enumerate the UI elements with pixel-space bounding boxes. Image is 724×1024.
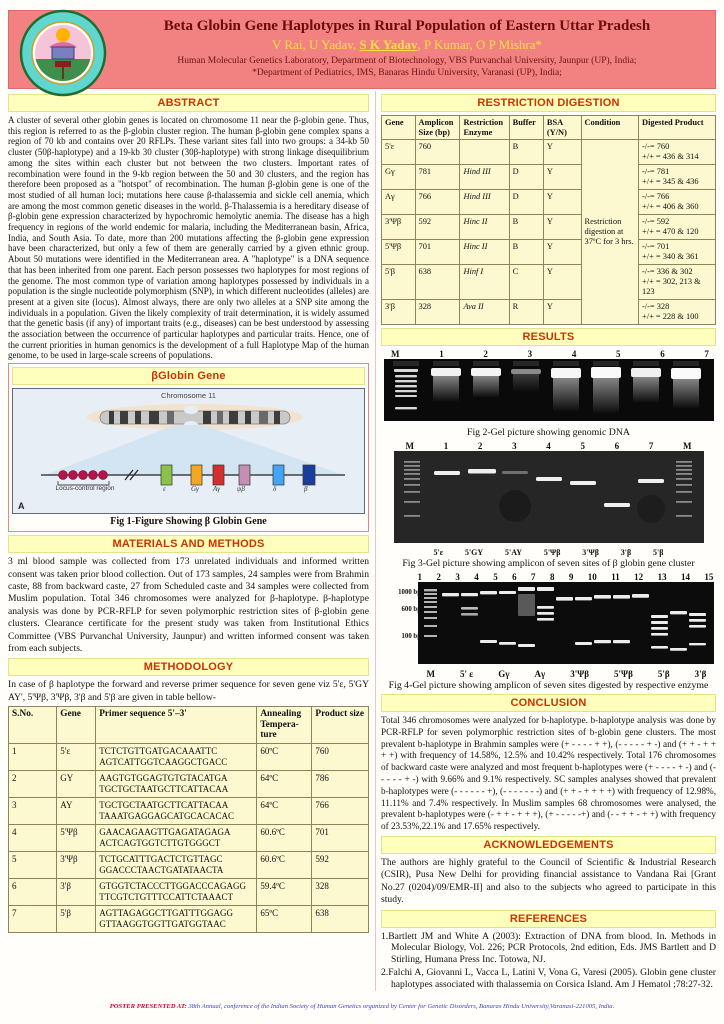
fig4-gel-image-icon xyxy=(418,582,714,664)
fig3-site-labels xyxy=(394,548,704,557)
lane-label: 5 xyxy=(493,572,498,582)
cell-buffer: B xyxy=(509,240,543,265)
cell-sno: 6 xyxy=(9,878,57,905)
lane-label: 5'β xyxy=(657,669,670,679)
fig2-genomic-dna-gel xyxy=(381,349,716,438)
acknowledgements-heading: ACKNOWLEDGEMENTS xyxy=(381,836,716,854)
fig4-lane-numbers xyxy=(384,572,714,582)
column-header: Digested Product xyxy=(639,116,716,140)
lane-label: 4 xyxy=(546,441,551,451)
lane-label: 12 xyxy=(634,572,644,582)
cell-sequence: AAGTGTGGAGTGTGTACATGA TGCTGCTAATGCTTCATTACAA xyxy=(96,770,257,797)
column-header: Annealing Tempera-ture xyxy=(257,707,312,744)
cell-size: 781 xyxy=(415,165,460,190)
cell-product-size: 766 xyxy=(312,797,369,824)
restriction-row xyxy=(382,215,716,240)
bglobin-heading: βGlobin Gene xyxy=(12,367,365,385)
lane-label: 2 xyxy=(483,349,488,359)
fig4-caption: Fig 4-Gel picture showing amplicon of seven sites digested by respective enzyme xyxy=(388,680,709,691)
restriction-row xyxy=(382,140,716,165)
cell-product: -/-= 336 & 302 +/+ = 302, 213 & 123 xyxy=(639,265,716,300)
cell-sequence: AGTTAGAGGCTTGATTTGGAGG GTTAAGGTGGTTGATGGTAAC xyxy=(96,905,257,932)
footer-prefix: POSTER PRESENTED AT: xyxy=(109,1003,187,1010)
cell-gene: 5'ε xyxy=(382,140,416,165)
column-header: BSA (Y/N) xyxy=(543,116,581,140)
cell-sno: 2 xyxy=(9,770,57,797)
lane-label: 5 xyxy=(580,441,585,451)
cell-sno: 3 xyxy=(9,797,57,824)
author-underlined: S K Yadav xyxy=(359,37,418,52)
cell-product-size: 638 xyxy=(312,905,369,932)
cell-enzyme: Hind III xyxy=(460,165,509,190)
cell-sno: 7 xyxy=(9,905,57,932)
fig4-digested-gel xyxy=(381,572,716,691)
cell-gene: 3'Ψβ xyxy=(382,215,416,240)
right-column xyxy=(375,91,716,991)
materials-body: 3 ml blood sample was collected from 173 unrelated individuals and informed written consent was taken prior blood collection. Out of 173 samples, 24 samples were from Brahmin caste, 88 from backward caste, 27 from Scheduled caste and 34 samples were collected from Muslim population. Total 346 chromosomes were analyzed for β-haplotype. β-haplotype analysis was done by PCR-RFLP for seven polymorphic restriction sites of β-globin gene clusters. Clearance certificate for the present study was taken from Institutional Ethics Committee (VBS Purvanchal University, Jaunpur) and written informed consent was taken from each subjects. xyxy=(8,556,369,655)
cell-size: 638 xyxy=(415,265,460,300)
lane-label: 1 xyxy=(439,349,444,359)
restriction-table-head xyxy=(382,116,716,140)
authors-prefix: V Rai, U Yadav, xyxy=(272,37,360,52)
conclusion-heading: CONCLUSION xyxy=(381,694,716,712)
lane-label: 13 xyxy=(657,572,667,582)
lane-label: 7 xyxy=(531,572,536,582)
fig2-gel-image-icon xyxy=(384,359,714,421)
cell-gene: Aγ xyxy=(382,190,416,215)
cell-size: 760 xyxy=(415,140,460,165)
cell-buffer: D xyxy=(509,190,543,215)
lane-label: 1 xyxy=(417,572,422,582)
results-heading: RESULTS xyxy=(381,328,716,346)
lane-label: 5'AY xyxy=(504,548,523,557)
lane-label: 9 xyxy=(568,572,574,582)
materials-heading: MATERIALS AND METHODS xyxy=(8,535,369,553)
cell-product: -/-= 766 +/+ = 406 & 360 xyxy=(639,190,716,215)
column-header: Primer sequence 5'–3' xyxy=(96,707,257,744)
abstract-body: A cluster of several other globin genes is located on chromosome 11 near the β-globin gene. Thus, this region is referred to as the β-globin cluster region. The human β-globin gene complex spans a region of 70 kb and contains over 20 RFLPs. These variant sites fall into two groups: a 34-kb 50 cluster (50β-haplotype) and a 19-kb 30 cluster (30β-haplotype) with strong linkage disequilibrium among the sites within each cluster but not between the two clusters. Important rates of recombination were found in the 9-kb region between the 50 and 30 clusters, and the region has therefore been proposed as a "hotspot" of recombination. The human β-globin gene is one of the most studied of all human loci; mutations here cause β-thalassemia and sickle cell anemia, which are among the most common genetic diseases in the world. β-Thalassemia is a hereditary disease of β-globin gene expression characterized by hypochromic hemolytic anemia. The disease has a high frequency in regions of the world endemic for malaria, including the Mediterranean basin, Africa, India, and South Asia. To date, more than 200 mutations affecting the β-globin gene expression have been characterized, but only a few of them are generally carried by a given ethnic group. About 50 mutations were identified in the Mediterranean area. A "haplotype" is a DNA sequence that has been inherited from one parent. Each person possesses two haplotypes for most regions of the genome. The most common type of variation among haplotypes possessed by individuals in a population is the single nucleotide polymorphism (SNP), in which different nucleotides (alleles) are present at a given site (locus). Almost always, there are only two alleles at a SNP site among the individuals in a population. Given the likely complexity of trait determination, it is widely assumed that the genetic basis (if any) of important traits (e.g., diseases) can be best understood by assessing the association between the occurrence of particular haplotypes and particular traits. Hence, one of the current priorities in human genomics is the development of a full Haplotype Map of the human genome, to be used in large-scale screens of populations. xyxy=(8,115,369,361)
cell-enzyme: Hinc II xyxy=(460,240,509,265)
lane-label: 3'β xyxy=(694,669,707,679)
gene-label: Gγ xyxy=(191,485,199,494)
lane-label: 10 xyxy=(587,572,597,582)
column-header: Amplicon Size (bp) xyxy=(415,116,460,140)
cell-sequence: TCTGCATTTGACTCTGTTAGC GGACCCTAACTGATATAACTA xyxy=(96,851,257,878)
cell-size: 328 xyxy=(415,300,460,325)
cell-gene: 5'β xyxy=(382,265,416,300)
cell-product-size: 592 xyxy=(312,851,369,878)
column-header: Condition xyxy=(581,116,639,140)
lane-label: 5' ε xyxy=(460,669,474,679)
cell-buffer: B xyxy=(509,140,543,165)
references-list xyxy=(381,931,716,991)
primer-row xyxy=(9,851,369,878)
lane-label: M xyxy=(405,441,414,451)
lane-label: 2 xyxy=(477,441,483,451)
restriction-row xyxy=(382,240,716,265)
restriction-row xyxy=(382,165,716,190)
column-header: S.No. xyxy=(9,707,57,744)
primer-table-head xyxy=(9,707,369,744)
lane-label: Aγ xyxy=(534,669,546,679)
cell-gene: AY xyxy=(57,797,96,824)
authors-line xyxy=(109,37,705,53)
lane-label: M xyxy=(426,669,435,679)
methodology-heading: METHODOLOGY xyxy=(8,658,369,676)
gene-label: δ xyxy=(273,485,277,494)
cell-gene: Gγ xyxy=(382,165,416,190)
cell-sno: 1 xyxy=(9,743,57,770)
restriction-row xyxy=(382,190,716,215)
fig2-caption: Fig 2-Gel picture showing genomic DNA xyxy=(467,427,630,438)
primer-table xyxy=(8,706,369,933)
restriction-table-body xyxy=(382,140,716,325)
fig3-amplicon-gel xyxy=(381,441,716,569)
cell-annealing: 64ºC xyxy=(257,797,312,824)
cell-condition: Restriction digestion at 37ºC for 3 hrs. xyxy=(581,140,639,325)
cell-annealing: 60.6ºC xyxy=(257,851,312,878)
lane-label: 3 xyxy=(512,441,517,451)
lane-label: 3'Ψβ xyxy=(570,669,589,679)
cell-bsa: Y xyxy=(543,240,581,265)
cell-size: 766 xyxy=(415,190,460,215)
cell-gene: GY xyxy=(57,770,96,797)
column-header: Restriction Enzyme xyxy=(460,116,509,140)
primer-table-body xyxy=(9,743,369,932)
cell-enzyme: Hinf I xyxy=(460,265,509,300)
cell-product-size: 760 xyxy=(312,743,369,770)
cell-sno: 5 xyxy=(9,851,57,878)
cell-product: -/-= 328 +/+ = 228 & 100 xyxy=(639,300,716,325)
fig4-size-markers xyxy=(387,586,421,640)
locus-control-label: Locus-control region xyxy=(55,485,115,493)
cell-bsa: Y xyxy=(543,300,581,325)
chromosome-11-label: Chromosome 11 xyxy=(161,391,216,401)
cell-bsa: Y xyxy=(543,140,581,165)
cell-bsa: Y xyxy=(543,165,581,190)
lane-label: 7 xyxy=(704,349,709,359)
cell-sequence: TCTCTGTTGATGACAAATTC AGTCATTGGTCAAGGCTGACC xyxy=(96,743,257,770)
lane-label: 5'Ψβ xyxy=(543,548,561,557)
university-logo-icon xyxy=(19,9,107,97)
panel-a-label: A xyxy=(18,501,25,512)
cell-gene: 5'β xyxy=(57,905,96,932)
lane-label: 4 xyxy=(571,349,577,359)
cell-sequence: GTGGTCTACCCTTGGACCCAGAGG TTCGTCTGTTTCCATTCTAAACT xyxy=(96,878,257,905)
lane-label: 5'β xyxy=(653,548,664,557)
primer-row xyxy=(9,878,369,905)
cell-bsa: Y xyxy=(543,215,581,240)
lane-label: 3 xyxy=(455,572,460,582)
lane-label: 1 xyxy=(443,441,449,451)
cell-gene: 3'β xyxy=(57,878,96,905)
primer-row xyxy=(9,770,369,797)
cell-annealing: 64ºC xyxy=(257,770,312,797)
fig4-site-labels xyxy=(387,669,711,679)
fig3-gel-image-icon xyxy=(394,451,704,543)
cell-gene: 5'ε xyxy=(57,743,96,770)
lane-label: 3'β xyxy=(620,548,632,557)
left-column xyxy=(8,91,369,933)
cell-sno: 4 xyxy=(9,824,57,851)
cell-buffer: B xyxy=(509,215,543,240)
acknowledgements-body: The authors are highly grateful to the Council of Scientific & Industrial Research (CSIR), Pusa New Delhi for providing financial assistance to Vandana Rai [Grant No.27 (0204)/09/EMR-II] and also to the subjects who agreed to participate in this study. xyxy=(381,856,716,906)
cell-bsa: Y xyxy=(543,190,581,215)
authors-suffix: , P Kumar, O P Mishra* xyxy=(417,37,542,52)
cell-product: -/-= 760 +/+ = 436 & 314 xyxy=(639,140,716,165)
gene-label: ψβ xyxy=(237,485,245,494)
gene-label: β xyxy=(304,485,308,494)
restriction-row xyxy=(382,265,716,300)
lane-label: 4 xyxy=(474,572,479,582)
cell-buffer: R xyxy=(509,300,543,325)
references-heading: REFERENCES xyxy=(381,910,716,928)
bglobin-section xyxy=(8,363,369,532)
reference-item: 1.Bartlett JM and White A (2003): Extraction of DNA from blood. In. Methods in Molecular Biology, Vol. 226; PCR Protocols, 2nd edition, Eds. JMS Bartlett and D Stirling, Humana Press Inc. Totowa, NJ. xyxy=(381,930,716,966)
marker-1000bp: 1000 bp xyxy=(398,589,421,596)
lane-label: 5'GY xyxy=(464,548,484,557)
lane-label: M xyxy=(683,441,692,451)
lane-label: 7 xyxy=(648,441,654,451)
restriction-row xyxy=(382,300,716,325)
poster-footer xyxy=(0,1003,724,1010)
fig2-lane-labels xyxy=(381,349,719,359)
conclusion-body: Total 346 chromosomes were analyzed for b-haplotype. b-haplotype analysis was done by PCR-RFLP for seven polymorphic restriction sites of b-globin gene clusters. The most prevalent b-haplotype in Brahmin samples were (+ - - - - + +), (- - - - - + -) and (+ + - + + + +) with frequency of 14.58%, 12.5% and 10.42% respectively. Total 176 chromosomes of backward caste were analyzed and most frequent b-haplotypes were (+ - - - - + -) and (- - - - - + -) with 9.66% and 9.1% respectively. SC samples analyses showed that prevalent b-haplotypes were (- - - - - - +), (- - - - - - -) and (+ + - + + + +) with frequency of 12.98%, 11.11% and 7.4% respectively. In Muslim samples 68 chromosomes were analysed, the prevalent b-haplotypes were (- + + - + + +), (+ - - - - -+) and (- - + + - + +) with frequency of 23.53%,22.1% and 17.65% respectively. xyxy=(381,715,716,832)
poster-header xyxy=(8,10,716,89)
cell-product: -/-= 701 +/+ = 340 & 361 xyxy=(639,240,716,265)
primer-row xyxy=(9,743,369,770)
marker-100bp: 100 bp xyxy=(401,632,421,640)
primer-row xyxy=(9,797,369,824)
lane-label: 5'Ψβ xyxy=(614,669,633,679)
cell-enzyme: Hinc II xyxy=(460,215,509,240)
cell-gene: 3'β xyxy=(382,300,416,325)
column-header: Gene xyxy=(382,116,416,140)
primer-row xyxy=(9,824,369,851)
cell-sequence: GAACAGAAGTTGAGATAGAGA ACTCAGTGGTCTTGTGGGCT xyxy=(96,824,257,851)
cell-size: 701 xyxy=(415,240,460,265)
cell-enzyme xyxy=(460,140,509,165)
cell-size: 592 xyxy=(415,215,460,240)
fig3-lane-labels xyxy=(394,441,704,451)
cell-gene: 5'Ψβ xyxy=(57,824,96,851)
cell-gene: 3'Ψβ xyxy=(57,851,96,878)
cell-product: -/-= 781 +/+ = 345 & 436 xyxy=(639,165,716,190)
lane-label: Gγ xyxy=(498,669,510,679)
lane-label: 8 xyxy=(549,572,555,582)
primer-row xyxy=(9,905,369,932)
lane-label: 14 xyxy=(681,572,690,582)
lane-label: 6 xyxy=(614,441,620,451)
gene-label: Aγ xyxy=(213,485,221,494)
lane-label: M xyxy=(391,349,400,359)
column-header: Buffer xyxy=(509,116,543,140)
cell-buffer: D xyxy=(509,165,543,190)
lane-label: 5 xyxy=(616,349,621,359)
fig1-beta-globin-diagram xyxy=(12,388,365,514)
cell-annealing: 65ºC xyxy=(257,905,312,932)
methodology-intro: In case of β haplotype the forward and reverse primer sequence for seven gene viz 5'ε, 5'GY AY', 5'Ψβ, 3'Ψβ, 3'β and 5'β are given in table bellow- xyxy=(8,679,369,703)
restriction-table xyxy=(381,115,716,325)
cell-sequence: TGCTGCTAATGCTTCATTACAA TAAATGAGGAGCATGCACACAC xyxy=(96,797,257,824)
cell-gene: 5'Ψβ xyxy=(382,240,416,265)
poster-title: Beta Globin Gene Haplotypes in Rural Population of Eastern Uttar Pradesh xyxy=(163,18,651,34)
cell-enzyme: Ava II xyxy=(460,300,509,325)
cell-enzyme: Hind III xyxy=(460,190,509,215)
cell-product-size: 328 xyxy=(312,878,369,905)
fig3-caption: Fig 3-Gel picture showing amplicon of seven sites of β globin gene cluster xyxy=(402,558,695,569)
reference-item: 2.Falchi A, Giovanni L, Vacca L, Latini V, Vona G, Varesi (2005). Globin gene cluster haplotypes associated with thalassemia on Corsica Island. Am J Hematol ;78:27-32. xyxy=(381,966,716,990)
lane-label: 6 xyxy=(660,349,665,359)
cell-product-size: 786 xyxy=(312,770,369,797)
lane-label: 11 xyxy=(611,572,620,582)
affiliation-1: Human Molecular Genetics Laboratory, Department of Biotechnology, VBS Purvanchal University, Jaunpur (UP), India; xyxy=(177,56,637,66)
gene-label: ε xyxy=(163,485,166,494)
fig1-caption: Fig 1-Figure Showing β Globin Gene xyxy=(110,516,267,528)
lane-label: 3'Ψβ xyxy=(582,548,599,557)
cell-buffer: C xyxy=(509,265,543,300)
column-header: Gene xyxy=(57,707,96,744)
cell-annealing: 60ºC xyxy=(257,743,312,770)
cell-bsa: Y xyxy=(543,265,581,300)
cell-product: -/-= 592 +/+ = 470 & 120 xyxy=(639,215,716,240)
lane-label: 3 xyxy=(527,349,533,359)
abstract-heading: ABSTRACT xyxy=(8,94,369,112)
marker-600bp: 600 bp xyxy=(401,605,421,613)
lane-label: 6 xyxy=(512,572,517,582)
cell-annealing: 59.4ºC xyxy=(257,878,312,905)
lane-label: 15 xyxy=(704,572,714,582)
lane-label: 5'ε xyxy=(433,548,444,557)
affiliation-2: *Department of Pediatrics, IMS, Banaras Hindu University, Varanasi (UP), India; xyxy=(252,68,562,78)
lane-label: 2 xyxy=(436,572,441,582)
cell-product-size: 701 xyxy=(312,824,369,851)
cell-annealing: 60.6ºC xyxy=(257,824,312,851)
restriction-heading: RESTRICTION DIGESTION xyxy=(381,94,716,112)
column-header: Product size xyxy=(312,707,369,744)
footer-text: 38th Annual, conference of the Indian Society of Human Genetics organized by Center for Genetic Disorders, Banaras Hindu University,Varanasi-221005, India. xyxy=(188,1003,615,1010)
